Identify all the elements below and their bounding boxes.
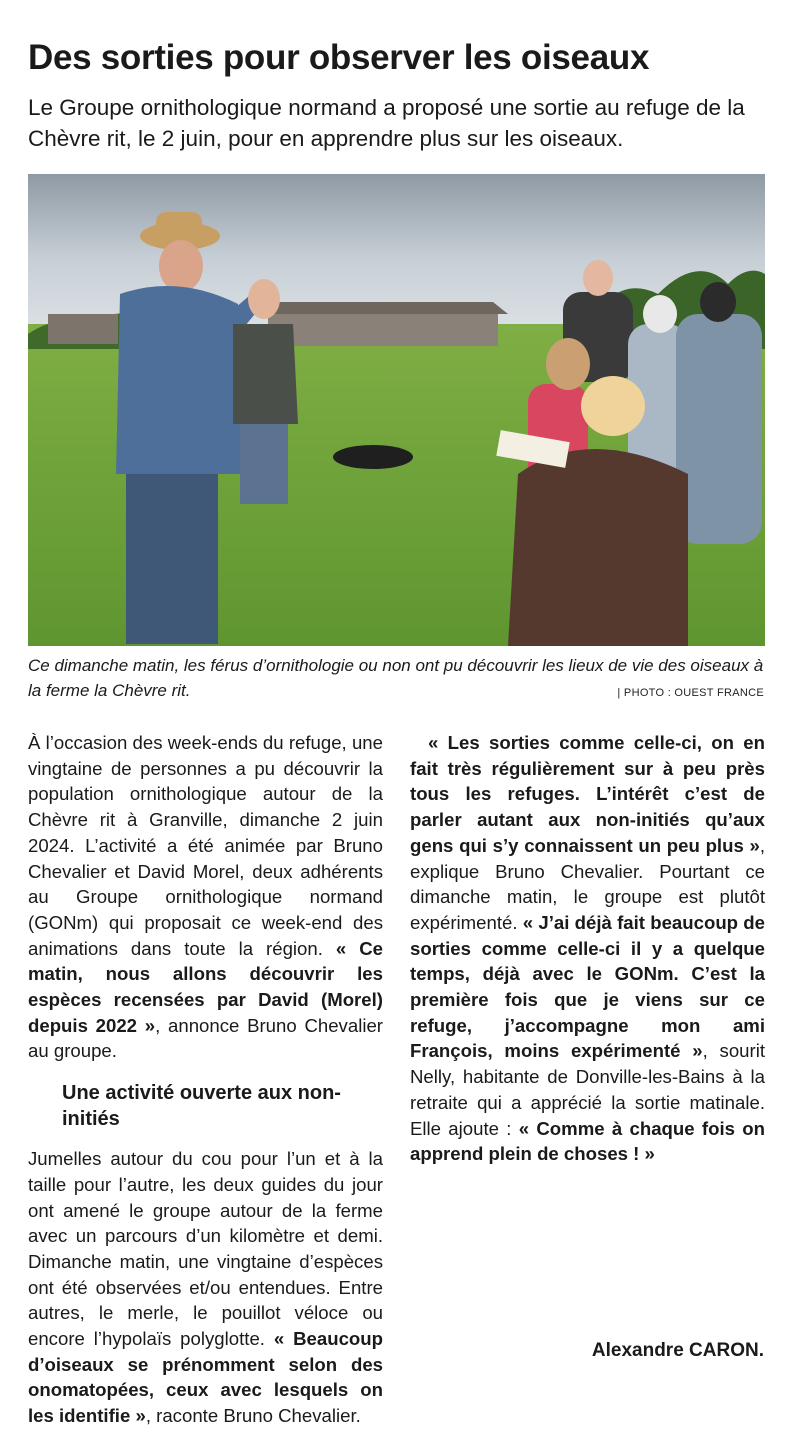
dog bbox=[333, 445, 413, 469]
paragraph-2 bbox=[28, 1146, 383, 1429]
p3-quote-1: « Les sorties comme celle-ci, on en fait très régulièrement sur à peu près tous les refuges. L’intérêt c’est de parler autant aux non-initiés qu’aux gens qui s’y connaissent un peu plus » bbox=[410, 732, 765, 856]
p2-text: Jumelles autour du cou pour l’un et à la taille pour l’autre, les deux guides du jour ont amené le groupe autour de la ferme avec un parcours d’un kilomètre et demi. Dimanche matin, une vingtaine d’espèces ont été observées et/ou entendues. Entre autres, le merle, le pouillot véloce ou encore l’hypolaïs polyglotte. bbox=[28, 1148, 383, 1350]
p3-text-1: , explique Bruno Chevalier. Pourtant ce dimanche matin, le groupe est plutôt expérimenté. bbox=[410, 834, 765, 933]
subheading: Une activité ouverte aux non-initiés bbox=[62, 1082, 341, 1131]
p1-text: À l’occasion des week-ends du refuge, une vingtaine de personnes a pu découvrir la population ornithologique autour de la Chèvre rit à Granville, dimanche 2 juin 2024. L’activité a été animée par Bruno Chevalier et David Morel, deux adhérents au Groupe ornithologique normand (GONm) qui proposait ce week-end des animations dans toute la région. bbox=[28, 732, 383, 959]
paragraph-1 bbox=[28, 730, 383, 1064]
standfirst: Le Groupe ornithologique normand a proposé une sortie au refuge de la Chèvre rit, le 2 juin, pour en apprendre plus sur les oiseaux. bbox=[28, 95, 745, 151]
p1-quote: « Ce matin, nous allons découvrir les espèces recensées par David (Morel) depuis 2022 » bbox=[28, 937, 383, 1036]
author-signature: Alexandre CARON. bbox=[591, 1340, 764, 1361]
p3-quote-2: « J’ai déjà fait beaucoup de sorties comme celle-ci il y a quelque temps, déjà avec le GONm. C’est la première fois que je viens sur ce refuge, j’accompagne mon ami François, moins expérimenté » bbox=[410, 911, 765, 1062]
p1-attribution: , annonce Bruno Chevalier au groupe. bbox=[28, 1014, 383, 1062]
headline: Des sorties pour observer les oiseaux bbox=[28, 38, 650, 77]
p3-quote-3: « Comme à chaque fois on apprend plein de choses ! » bbox=[410, 1117, 765, 1165]
article-photo bbox=[28, 174, 765, 646]
column-right bbox=[410, 730, 765, 1167]
p3-text-2: , sourit Nelly, habitante de Donville-les-Bains à la retraite qui a apprécié la sortie matinale. Elle ajoute : bbox=[410, 1040, 765, 1139]
column-left bbox=[28, 730, 383, 1429]
p2-quote: « Beaucoup d’oiseaux se prénomment selon des onomatopées, ceux avec lesquels on les identifie » bbox=[28, 1328, 383, 1427]
p2-attribution: , raconte Bruno Chevalier. bbox=[145, 1405, 361, 1427]
photo-credit: | PHOTO : OUEST FRANCE bbox=[617, 687, 764, 699]
farm-building bbox=[268, 312, 498, 346]
paragraph-3 bbox=[410, 730, 765, 1167]
photo-caption: Ce dimanche matin, les férus d’ornithologie ou non ont pu découvrir les lieux de vie des oiseaux à la ferme la Chèvre rit. bbox=[28, 656, 764, 700]
